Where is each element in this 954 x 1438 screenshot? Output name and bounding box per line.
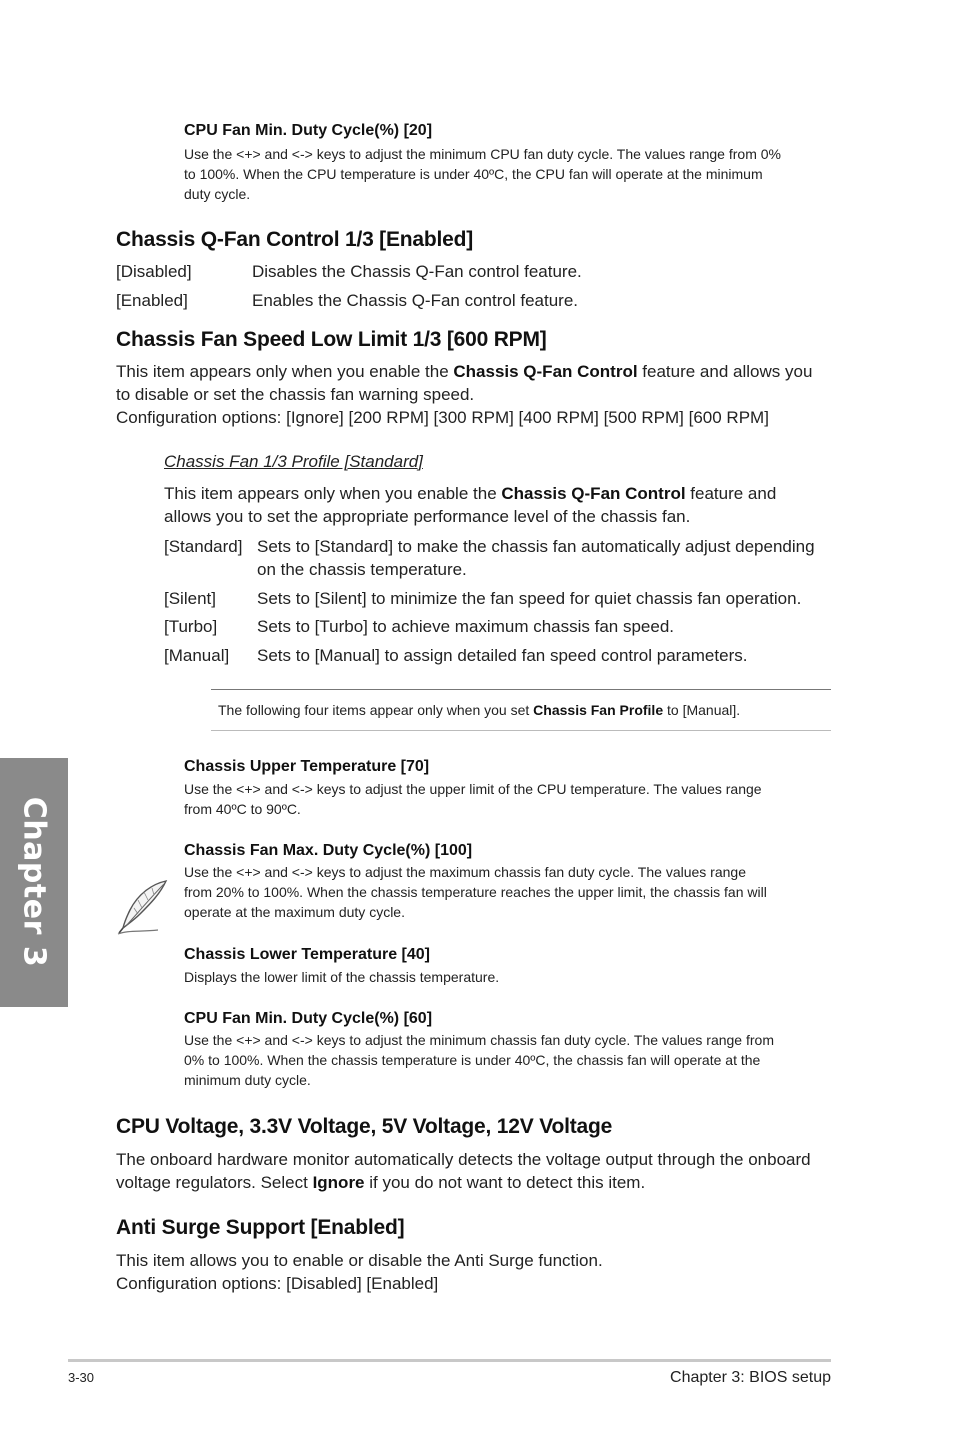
profile-option-key: [Manual] — [164, 646, 230, 665]
cpu-fan-min-duty-title: CPU Fan Min. Duty Cycle(%) [20] — [184, 122, 433, 139]
voltage-heading: CPU Voltage, 3.3V Voltage, 5V Voltage, 12V Voltage — [116, 1115, 613, 1138]
profile-option-key: [Standard] — [164, 537, 243, 556]
note-box — [211, 689, 831, 731]
speed-low-limit-heading: Chassis Fan Speed Low Limit 1/3 [600 RPM] — [116, 328, 547, 351]
cpu-fan-min-duty-desc: Use the <+> and <-> keys to adjust the minimum CPU fan duty cycle. The values range from 0% to 100%. When the CPU temperature is under 40ºC, the CPU fan will operate at the minimum duty cycle. — [184, 146, 781, 202]
chapter-tab-label: Chapter 3 — [16, 796, 52, 968]
profile-option-desc: Sets to [Manual] to assign detailed fan speed control parameters. — [257, 646, 748, 665]
profile-option-desc: Sets to [Turbo] to achieve maximum chassis fan speed. — [257, 617, 675, 636]
fan-profile-subtitle: Chassis Fan 1/3 Profile [Standard] — [164, 452, 423, 471]
qfan-option-key: [Enabled] — [116, 291, 188, 310]
qfan-option-desc: Enables the Chassis Q-Fan control feature. — [252, 291, 578, 310]
page-number: 3-30 — [68, 1370, 95, 1385]
qfan-option-key: [Disabled] — [116, 262, 192, 281]
profile-option-key: [Turbo] — [164, 617, 218, 636]
profile-option-desc: Sets to [Silent] to minimize the fan speed for quiet chassis fan operation. — [257, 589, 802, 608]
upper-temp-title: Chassis Upper Temperature [70] — [184, 758, 430, 775]
voltage-desc: The onboard hardware monitor automatically detects the voltage output through the onboard voltage regulators. Select Ignore if you do not want to detect this item. — [116, 1150, 811, 1192]
fan-profile-desc: This item appears only when you enable the Chassis Q-Fan Control feature and allows you to set the appropriate performance level of the chassis fan. — [164, 484, 777, 526]
qfan-control-heading: Chassis Q-Fan Control 1/3 [Enabled] — [116, 228, 474, 251]
cpu-fan-min-duty-60-desc: Use the <+> and <-> keys to adjust the minimum chassis fan duty cycle. The values range from 0% to 100%. When the chassis temperature is under 40ºC, the chassis fan will operate at the minimum duty cycle. — [184, 1032, 774, 1088]
lower-temp-desc: Displays the lower limit of the chassis temperature. — [184, 969, 500, 985]
chapter-side-tab — [0, 758, 68, 1007]
upper-temp-desc: Use the <+> and <-> keys to adjust the upper limit of the CPU temperature. The values range from 40ºC to 90ºC. — [184, 781, 762, 817]
speed-low-limit-desc: This item appears only when you enable the Chassis Q-Fan Control feature and allows you to disable or set the chassis fan warning speed. Configuration options: [Ignore] [200 RPM] [300 RPM] [400 RPM] [500 RPM] [600 RPM] — [116, 362, 813, 427]
anti-surge-desc: This item allows you to enable or disable the Anti Surge function. Configuration options: [Disabled] [Enabled] — [116, 1251, 603, 1293]
qfan-option-desc: Disables the Chassis Q-Fan control feature. — [252, 262, 582, 281]
feather-quill-icon — [114, 878, 170, 936]
profile-option-key: [Silent] — [164, 589, 216, 608]
fan-max-duty-title: Chassis Fan Max. Duty Cycle(%) [100] — [184, 842, 473, 859]
footer-divider — [68, 1359, 831, 1362]
anti-surge-heading: Anti Surge Support [Enabled] — [116, 1216, 405, 1239]
fan-max-duty-desc: Use the <+> and <-> keys to adjust the maximum chassis fan duty cycle. The values range from 20% to 100%. When the chassis temperature reaches the upper limit, the chassis fan will operate at the maximum duty cycle. — [184, 864, 767, 920]
lower-temp-title: Chassis Lower Temperature [40] — [184, 946, 431, 963]
cpu-fan-min-duty-60-title: CPU Fan Min. Duty Cycle(%) [60] — [184, 1010, 433, 1027]
footer-chapter-title: Chapter 3: BIOS setup — [670, 1369, 831, 1386]
note-text: The following four items appear only when you set Chassis Fan Profile to [Manual]. — [218, 702, 741, 718]
profile-option-desc: Sets to [Standard] to make the chassis fan automatically adjust depending on the chassis temperature. — [257, 537, 815, 579]
